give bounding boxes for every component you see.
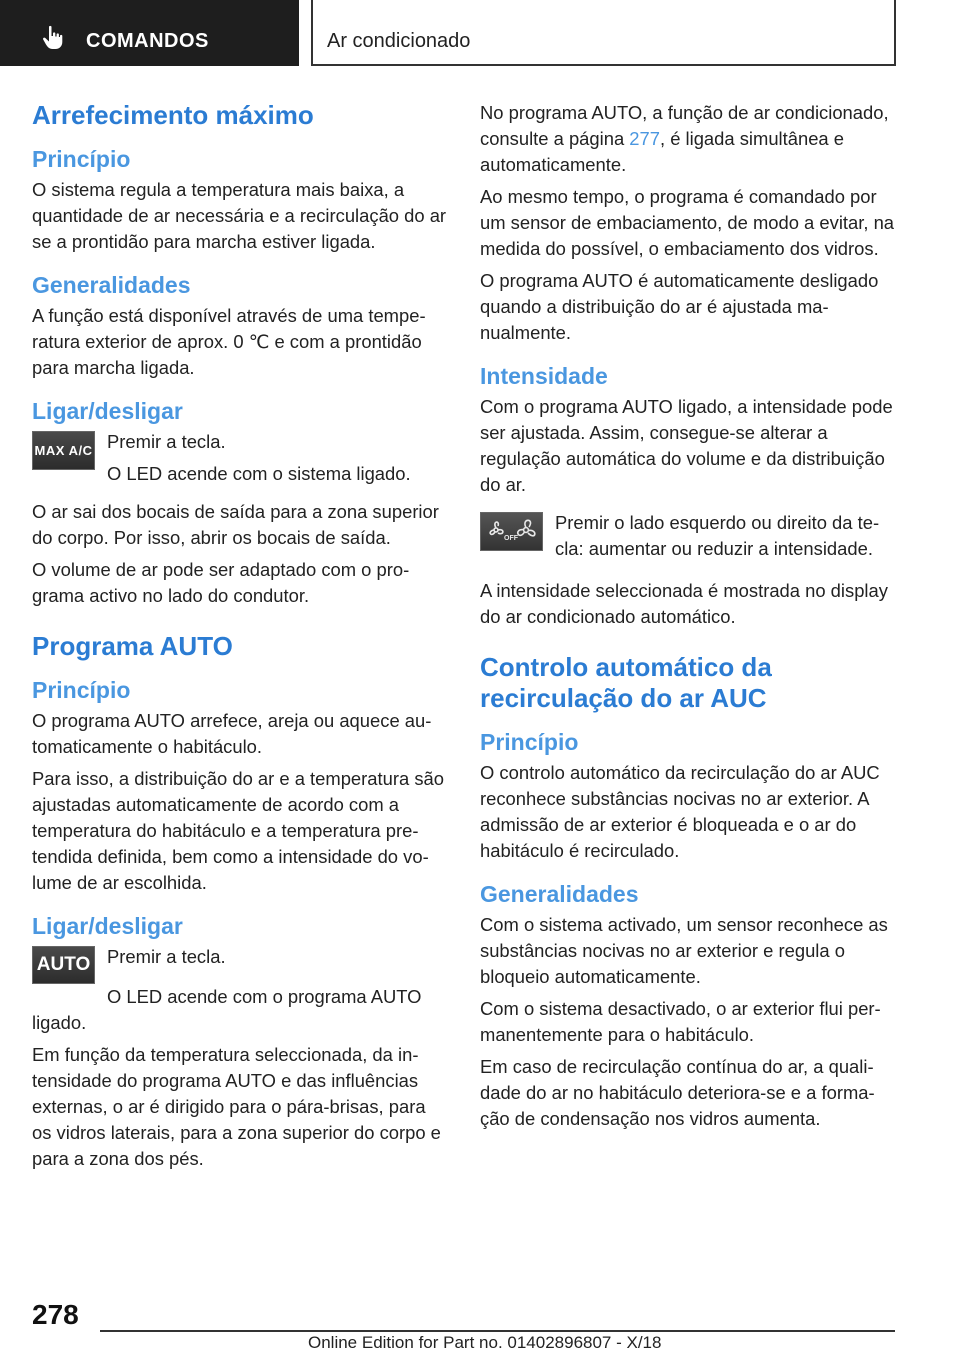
paragraph: Com o sistema activado, um sensor reconhece as substâncias nocivas no ar exterior e regula o bloqueio automaticamente. — [480, 914, 888, 987]
fan-off-label: OFF — [503, 534, 518, 542]
section-intensity — [480, 362, 898, 630]
paragraph: Ao mesmo tempo, o programa é comandado por um sensor de embaciamento, de modo a evitar, na medida do possível, o embaciamento dos vidros. — [480, 186, 895, 259]
led-text: O LED acende com o programa AUTO ligado. — [32, 986, 422, 1033]
auto-button-icon: AUTO — [32, 946, 95, 984]
page-link[interactable]: 277 — [629, 128, 660, 149]
auto-instruction — [32, 944, 450, 984]
press-key-text: Premir a tecla. — [107, 946, 226, 967]
subheading-onoff: Ligar/desligar — [32, 398, 183, 424]
section-principle-1 — [32, 145, 450, 255]
section-label: COMANDOS — [86, 30, 209, 52]
page-number: 278 — [32, 1299, 79, 1330]
fan-instruction — [480, 510, 898, 568]
subheading-principle: Princípio — [32, 146, 131, 172]
paragraph: O controlo automático da recirculação do ar AUC reconhece substâncias nocivas no ar exterior. A admissão de ar exterior é bloqueada e o ar do habitáculo é recirculado. — [480, 762, 880, 861]
section-general-1 — [32, 271, 450, 381]
section-principle-3 — [480, 728, 898, 864]
chapter-label: Ar condicionado — [327, 30, 471, 52]
max-ac-instruction — [32, 429, 450, 493]
paragraph: O ar sai dos bocais de saída para a zona superior do corpo. Por isso, abrir os bocais de saída. — [32, 501, 439, 548]
right-column — [480, 100, 898, 1148]
paragraph: O programa AUTO é automaticamente desligado quando a distribuição do ar é ajustada manualmente. — [480, 270, 879, 343]
section-onoff-1 — [32, 397, 450, 609]
section-principle-2 — [32, 676, 450, 896]
paragraph: Para isso, a distribuição do ar e a temperatura são ajustadas automaticamente de acordo com a temperatura do habitáculo e a temperatura pretendida definida, bem como a intensidade do volume de ar escolhida. — [32, 768, 444, 893]
press-key-text: Premir a tecla. — [107, 431, 226, 452]
paragraph: Em caso de recirculação contínua do ar, a qualidade do ar no habitáculo deteriora-se e a formação de condensação nos vidros aumenta. — [480, 1056, 875, 1129]
paragraph: Com o sistema desactivado, o ar exterior flui permanentemente para o habitáculo. — [480, 998, 881, 1045]
paragraph: O sistema regula a temperatura mais baixa, a quantidade de ar necessária e a recirculação do ar se a prontidão para marcha estiver ligada. — [32, 179, 447, 252]
hand-pointer-icon — [40, 24, 66, 50]
subheading-onoff: Ligar/desligar — [32, 913, 183, 939]
subheading-general: Generalidades — [480, 881, 639, 907]
page-header — [0, 0, 960, 66]
paragraph-ac-function — [480, 100, 898, 178]
subheading-principle: Princípio — [480, 729, 579, 755]
text-part: , é ligada simultânea e automaticamente. — [480, 128, 844, 175]
paragraph: O volume de ar pode ser adaptado com o programa activo no lado do condutor. — [32, 559, 410, 606]
edition-text: Online Edition for Part no. 01402896807 - X/18 — [308, 1333, 662, 1352]
paragraph: O programa AUTO arrefece, areja ou aquece automaticamente o habitáculo. — [32, 710, 432, 757]
chapter-tab — [311, 0, 896, 66]
paragraph: A função está disponível através de uma temperatura exterior de aprox. 0 ℃ e com a prontidão para marcha ligada. — [32, 305, 426, 378]
footer-divider — [100, 1330, 895, 1332]
fan-icon — [482, 515, 542, 549]
left-column — [32, 100, 450, 1188]
paragraph: Com o programa AUTO ligado, a intensidade pode ser ajustada. Assim, consegue-se alterar a regulação automática do volume e da distribuição do ar. — [480, 396, 893, 495]
heading-auc: Controlo automático da recirculação do ar AUC — [480, 652, 772, 713]
subheading-principle: Princípio — [32, 677, 131, 703]
subheading-general: Generalidades — [32, 272, 191, 298]
section-onoff-2 — [32, 912, 450, 1172]
fan-button-icon — [480, 512, 543, 551]
subheading-intensity: Intensidade — [480, 363, 608, 389]
heading-auto-program: Programa AUTO — [32, 631, 233, 661]
max-ac-button-icon: MAX A/C — [32, 431, 95, 470]
paragraph: Em função da temperatura seleccionada, da intensidade do programa AUTO e das influências externas, o ar é dirigido para o pára-brisas, para os vidros laterais, para a zona superior do corpo e para a zona dos pés. — [32, 1044, 441, 1169]
fan-instruction-text: Premir o lado esquerdo ou direito da tecla: aumentar ou reduzir a intensidade. — [555, 512, 880, 559]
text-part: No programa AUTO, a função de ar condicionado, consulte a página — [480, 102, 889, 149]
section-tab — [0, 0, 299, 66]
section-general-3 — [480, 880, 898, 1132]
paragraph: A intensidade seleccionada é mostrada no display do ar condicionado automático. — [480, 580, 888, 627]
heading-max-cooling: Arrefecimento máximo — [32, 100, 314, 130]
led-text: O LED acende com o sistema ligado. — [107, 463, 411, 484]
